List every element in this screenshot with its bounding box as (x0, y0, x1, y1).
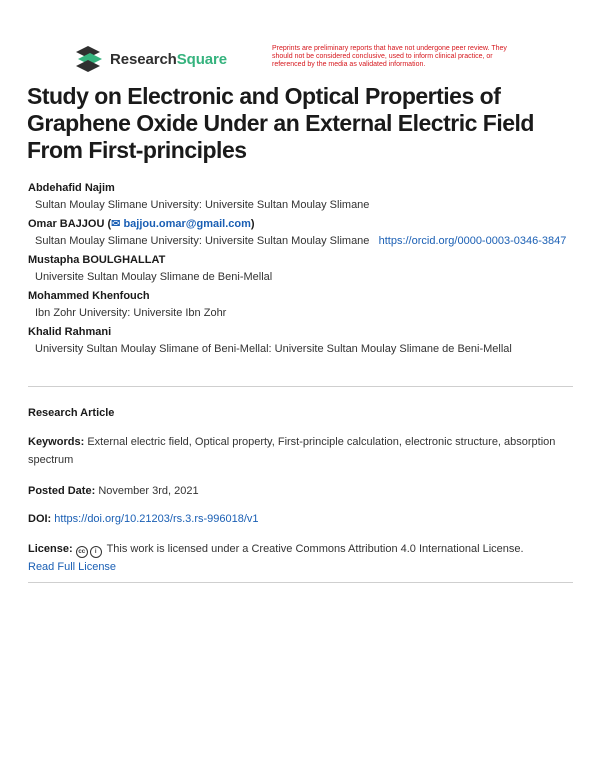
logo-text (110, 51, 227, 68)
doi-label: DOI: (28, 513, 52, 525)
author-list (28, 179, 574, 359)
posted-date-label: Posted Date: (28, 485, 96, 497)
author-name: Abdehafid Najim (28, 182, 115, 194)
keywords-text: External electric field, Optical property, First-principle calculation, electronic structure, absorption spectrum (28, 436, 556, 466)
author-affiliation-line (35, 233, 574, 249)
doi-link[interactable]: https://doi.org/10.21203/rs.3.rs-996018/v1 (54, 513, 259, 525)
divider (28, 386, 573, 387)
author-name: Mustapha BOULGHALLAT (28, 254, 166, 266)
preprint-notice: Preprints are preliminary reports that have not undergone peer review. They should not be considered conclusive, used to inform clinical practice, or referenced by the media as validated information. (272, 45, 507, 68)
doi-section (28, 510, 574, 528)
author-name: Omar BAJJOU (28, 218, 105, 230)
article-type (28, 404, 574, 422)
author-name: Khalid Rahmani (28, 326, 112, 338)
author-entry (28, 179, 574, 213)
logo-word-research: Research (110, 50, 177, 68)
email-open-paren: ( (107, 218, 112, 230)
license-section (28, 540, 574, 576)
orcid-link[interactable]: https://orcid.org/0000-0003-0346-3847 (378, 235, 567, 247)
research-square-logo[interactable] (74, 46, 227, 72)
keywords-section (28, 433, 574, 469)
author-entry (28, 287, 574, 321)
divider (28, 582, 573, 583)
header (0, 0, 600, 80)
posted-date-section (28, 482, 574, 500)
research-square-logo-icon (74, 46, 104, 72)
author-name: Mohammed Khenfouch (28, 290, 150, 302)
email-close-paren: ) (250, 218, 255, 230)
paper-title: Study on Electronic and Optical Properties of Graphene Oxide Under an External Electric Field From First-principles (27, 83, 534, 163)
keywords-label: Keywords: (28, 436, 85, 448)
author-entry (28, 251, 574, 285)
author-affiliation: University Sultan Moulay Slimane of Beni-Mellal: Universite Sultan Moulay Slimane de Beni-Mellal (35, 343, 512, 355)
envelope-icon: ✉ (111, 218, 121, 230)
read-full-license-link[interactable]: Read Full License (28, 561, 117, 573)
by-icon: i (90, 546, 102, 558)
author-affiliation: Ibn Zohr University: Universite Ibn Zohr (35, 307, 227, 319)
email-text: bajjou.omar@gmail.com (123, 218, 251, 230)
author-entry (28, 215, 574, 249)
cc-icon: cc (76, 546, 88, 558)
email-link[interactable] (111, 218, 251, 230)
author-entry (28, 323, 574, 357)
license-text: This work is licensed under a Creative Commons Attribution 4.0 International License. (106, 543, 524, 555)
author-affiliation: Universite Sultan Moulay Slimane de Beni-Mellal (35, 271, 273, 283)
logo-word-square: Square (176, 50, 228, 68)
author-affiliation: Sultan Moulay Slimane University: Universite Sultan Moulay Slimane (35, 199, 370, 211)
author-name-line (28, 215, 574, 233)
posted-date-value: November 3rd, 2021 (98, 485, 199, 497)
author-affiliation: Sultan Moulay Slimane University: Universite Sultan Moulay Slimane (35, 235, 370, 247)
license-label: License: (28, 543, 73, 555)
article-type-text: Research Article (28, 407, 115, 419)
